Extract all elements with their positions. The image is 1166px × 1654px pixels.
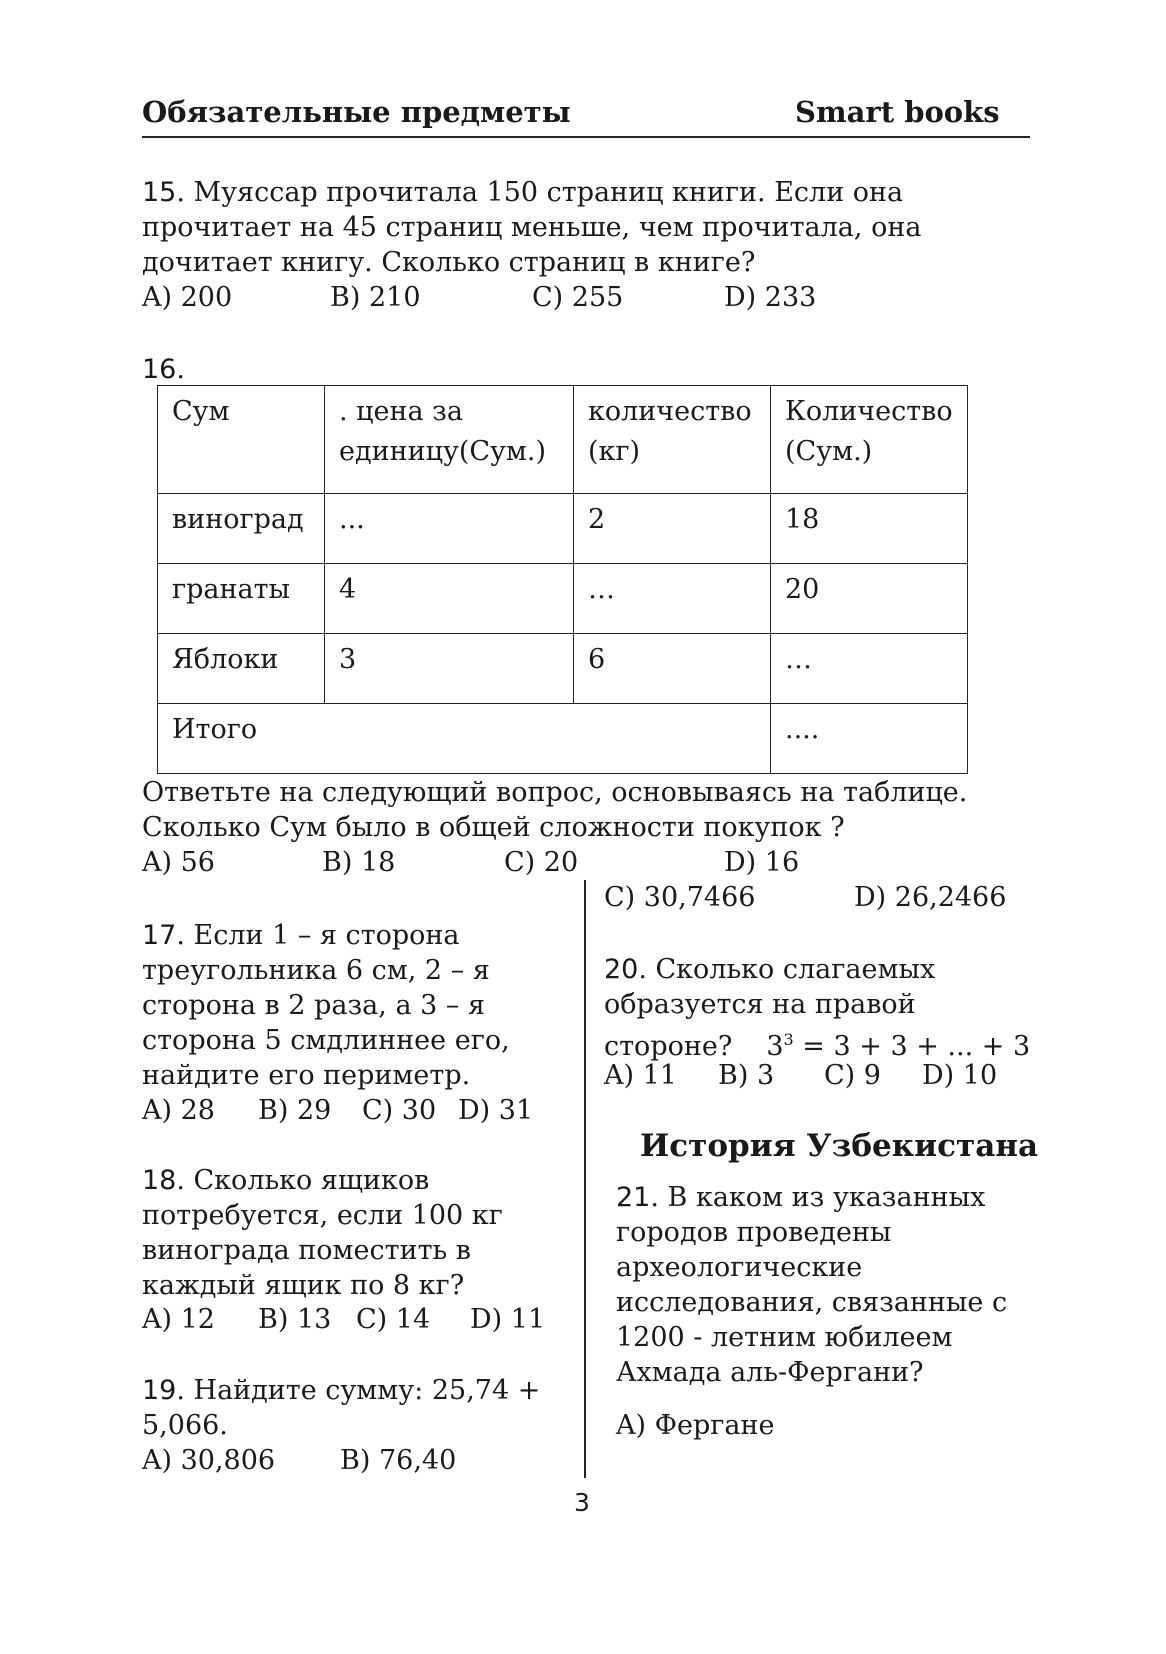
table-header-cell: Сум bbox=[158, 386, 325, 494]
q19-option-b: B) 76,40 bbox=[340, 1445, 457, 1476]
table-header-cell: Количество (Сум.) bbox=[771, 386, 968, 494]
question-17 bbox=[142, 918, 510, 1093]
q15-option-b: B) 210 bbox=[330, 282, 421, 313]
table-cell: 20 bbox=[771, 564, 968, 634]
table-cell: гранаты bbox=[158, 564, 325, 634]
table-cell: 2 bbox=[574, 494, 771, 564]
q16-option-c: C) 20 bbox=[504, 847, 579, 878]
q17-option-c: C) 30 bbox=[362, 1095, 437, 1126]
q19-option-d: D) 26,2466 bbox=[854, 882, 1007, 913]
question-text-line: прочитает на 45 страниц меньше, чем прочитала, она bbox=[142, 212, 922, 243]
question-number: 18 bbox=[142, 1165, 177, 1196]
q20-option-c: C) 9 bbox=[824, 1060, 881, 1091]
formula: $3^3 = 3 + 3$ + ... + 3 bbox=[766, 1030, 1031, 1062]
question-text-line: . Сколько ящиков bbox=[176, 1165, 430, 1196]
section-title: История Узбекистана bbox=[640, 1128, 1039, 1164]
table-total-value: .... bbox=[771, 704, 968, 774]
table-total-row bbox=[158, 704, 968, 774]
question-number: 17 bbox=[142, 920, 177, 951]
q16-option-a: A) 56 bbox=[142, 847, 215, 878]
question-text-line: сторона в 2 раза, а 3 – я bbox=[142, 990, 485, 1021]
table-cell: ... bbox=[325, 494, 574, 564]
question-20 bbox=[604, 952, 1030, 1064]
question-text-line: . Если 1 – я сторона bbox=[176, 920, 460, 951]
table-total-label: Итого bbox=[158, 704, 771, 774]
q17-option-d: D) 31 bbox=[458, 1095, 534, 1126]
question-number: 21 bbox=[616, 1182, 651, 1213]
q17-option-b: B) 29 bbox=[258, 1095, 332, 1126]
q19-option-a: A) 30,806 bbox=[142, 1445, 276, 1476]
q16-option-b: B) 18 bbox=[322, 847, 396, 878]
question-text-line: . Сколько слагаемых bbox=[638, 954, 936, 985]
q15-option-d: D) 233 bbox=[724, 282, 817, 313]
question-text-line: . Муяссар прочитала 150 страниц книги. Если она bbox=[176, 177, 904, 208]
table-header-cell: . цена за единицу(Сум.) bbox=[325, 386, 574, 494]
q20-option-d: D) 10 bbox=[922, 1060, 998, 1091]
q16-option-d: D) 16 bbox=[724, 847, 800, 878]
question-text-line: городов проведены bbox=[616, 1217, 892, 1248]
question-text-line: найдите его периметр. bbox=[142, 1060, 471, 1091]
question-text-line: винограда поместить в bbox=[142, 1235, 471, 1266]
table-cell: виноград bbox=[158, 494, 325, 564]
q18-option-c: C) 14 bbox=[356, 1304, 431, 1335]
question-19 bbox=[142, 1373, 540, 1443]
q18-option-b: B) 13 bbox=[258, 1304, 332, 1335]
column-divider bbox=[584, 880, 586, 1478]
q15-option-a: A) 200 bbox=[142, 282, 233, 313]
question-text-line: археологические bbox=[616, 1252, 863, 1283]
question-number-dot: . bbox=[176, 354, 185, 385]
question-number: 19 bbox=[142, 1375, 177, 1406]
question-text-line: треугольника 6 см, 2 – я bbox=[142, 955, 490, 986]
header-subject: Обязательные предметы bbox=[142, 95, 571, 129]
table-row bbox=[158, 634, 968, 704]
question-text-line: Ахмада аль-Фергани? bbox=[616, 1357, 924, 1388]
q15-option-c: C) 255 bbox=[532, 282, 624, 313]
header-brand: Smart books bbox=[795, 95, 1000, 129]
question-18 bbox=[142, 1163, 503, 1303]
question-text-line: каждый ящик по 8 кг? bbox=[142, 1270, 465, 1301]
page-number: 3 bbox=[574, 1488, 590, 1517]
question-number: 20 bbox=[604, 954, 639, 985]
table-row bbox=[158, 564, 968, 634]
question-number: 15 bbox=[142, 177, 177, 208]
question-15 bbox=[142, 175, 921, 280]
question-text-line: . Найдите сумму: 25,74 + bbox=[176, 1375, 541, 1406]
question-text-line: 1200 - летним юбилеем bbox=[616, 1322, 953, 1353]
table-cell: … bbox=[574, 564, 771, 634]
question-16-text bbox=[142, 775, 967, 845]
table-cell: Яблоки bbox=[158, 634, 325, 704]
question-text-line: образуется на правой bbox=[604, 989, 916, 1020]
question-21 bbox=[616, 1180, 1007, 1390]
question-number: 16 bbox=[142, 354, 177, 385]
question-text-line: . В каком из указанных bbox=[650, 1182, 986, 1213]
price-table bbox=[157, 385, 968, 774]
table-header-cell: количество (кг) bbox=[574, 386, 771, 494]
table-cell: 18 bbox=[771, 494, 968, 564]
table-cell: 3 bbox=[325, 634, 574, 704]
question-text-line: потребуется, если 100 кг bbox=[142, 1200, 503, 1231]
question-text-line: дочитает книгу. Сколько страниц в книге? bbox=[142, 247, 756, 278]
table-cell: 6 bbox=[574, 634, 771, 704]
question-text-line: Сколько Сум было в общей сложности покупок ? bbox=[142, 812, 845, 843]
table-header-row bbox=[158, 386, 968, 494]
question-16-label bbox=[142, 352, 185, 387]
question-text-line: стороне? bbox=[604, 1031, 733, 1062]
q17-option-a: A) 28 bbox=[142, 1095, 215, 1126]
question-text-line: сторона 5 смдлиннее его, bbox=[142, 1025, 510, 1056]
q18-option-a: A) 12 bbox=[142, 1304, 215, 1335]
question-text-line: Ответьте на следующий вопрос, основываясь на таблице. bbox=[142, 777, 968, 808]
q20-option-b: B) 3 bbox=[718, 1060, 775, 1091]
q21-option-a: A) Фергане bbox=[616, 1410, 775, 1441]
q20-option-a: A) 11 bbox=[604, 1060, 677, 1091]
question-text-line: 5,066. bbox=[142, 1410, 228, 1441]
q19-option-c: C) 30,7466 bbox=[604, 882, 756, 913]
question-text-line: исследования, связанные с bbox=[616, 1287, 1008, 1318]
table-cell: 4 bbox=[325, 564, 574, 634]
header-divider bbox=[142, 136, 1030, 138]
table-row bbox=[158, 494, 968, 564]
q18-option-d: D) 11 bbox=[470, 1304, 546, 1335]
table-cell: … bbox=[771, 634, 968, 704]
